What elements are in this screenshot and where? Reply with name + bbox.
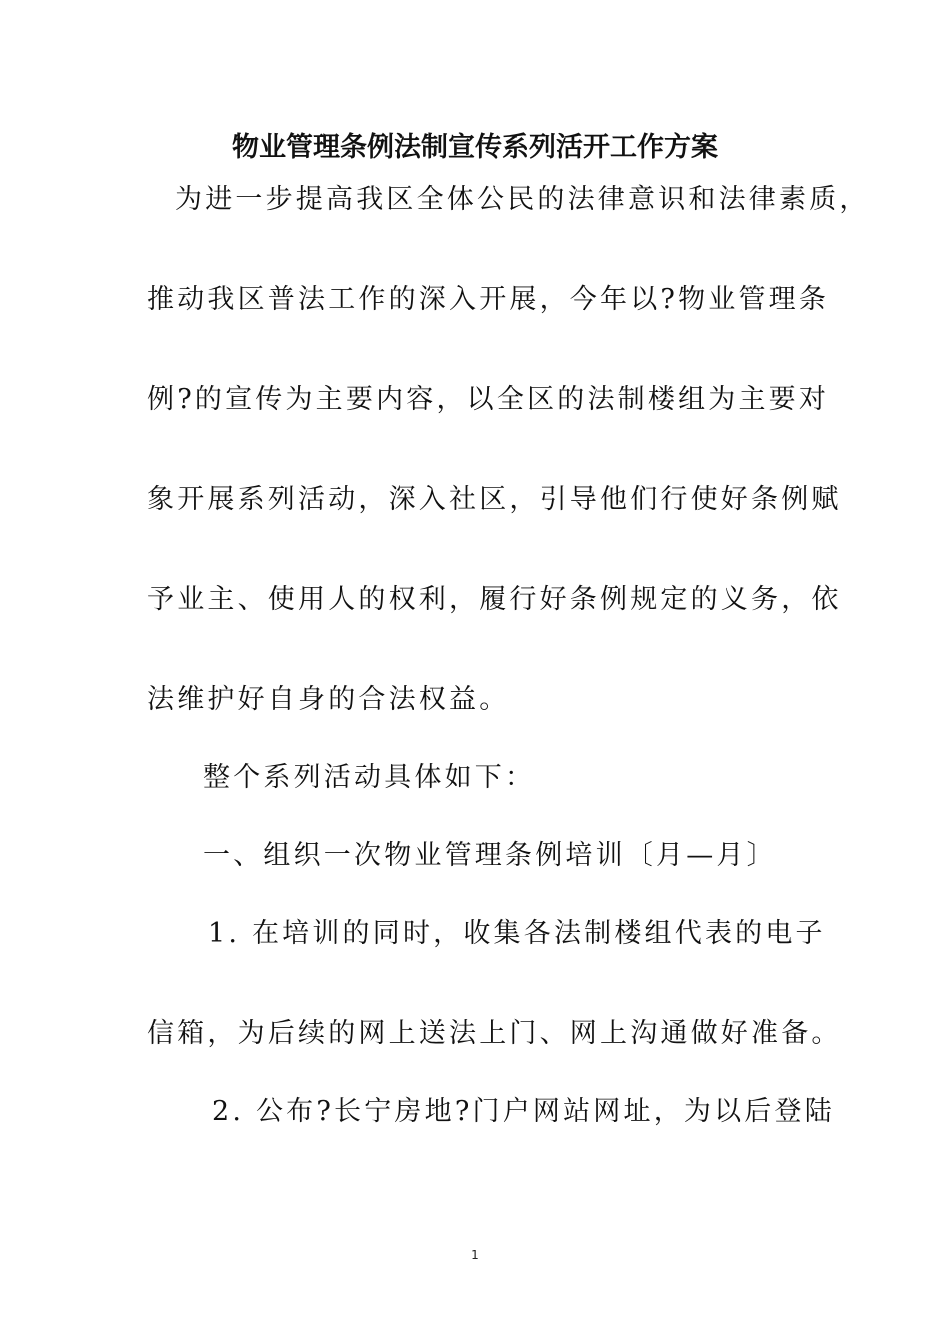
paragraph-line: 推动我区普法工作的深入开展，今年以?物业管理条	[147, 284, 830, 315]
paragraph-line: 象开展系列活动，深入社区，引导他们行使好条例赋	[147, 484, 842, 515]
document-title: 物业管理条例法制宣传系列活开工作方案	[232, 132, 718, 163]
page-number: 1	[471, 1248, 479, 1262]
list-item-line: 信箱，为后续的网上送法上门、网上沟通做好准备。	[147, 1018, 842, 1049]
paragraph-line: 为进一步提高我区全体公民的法律意识和法律素质，	[175, 184, 870, 215]
section-heading: 一、组织一次物业管理条例培训〔月—月〕	[203, 840, 777, 871]
paragraph-line: 例?的宣传为主要内容，以全区的法制楼组为主要对	[147, 384, 830, 415]
list-item-line: 1. 在培训的同时，收集各法制楼组代表的电子	[208, 918, 826, 949]
paragraph-line: 整个系列活动具体如下：	[203, 762, 536, 793]
paragraph-line: 予业主、使用人的权利，履行好条例规定的义务，依	[147, 584, 842, 615]
paragraph-line: 法维护好自身的合法权益。	[147, 684, 510, 715]
list-item-line: 2. 公布?长宁房地?门户网站网址，为以后登陆	[212, 1096, 835, 1127]
